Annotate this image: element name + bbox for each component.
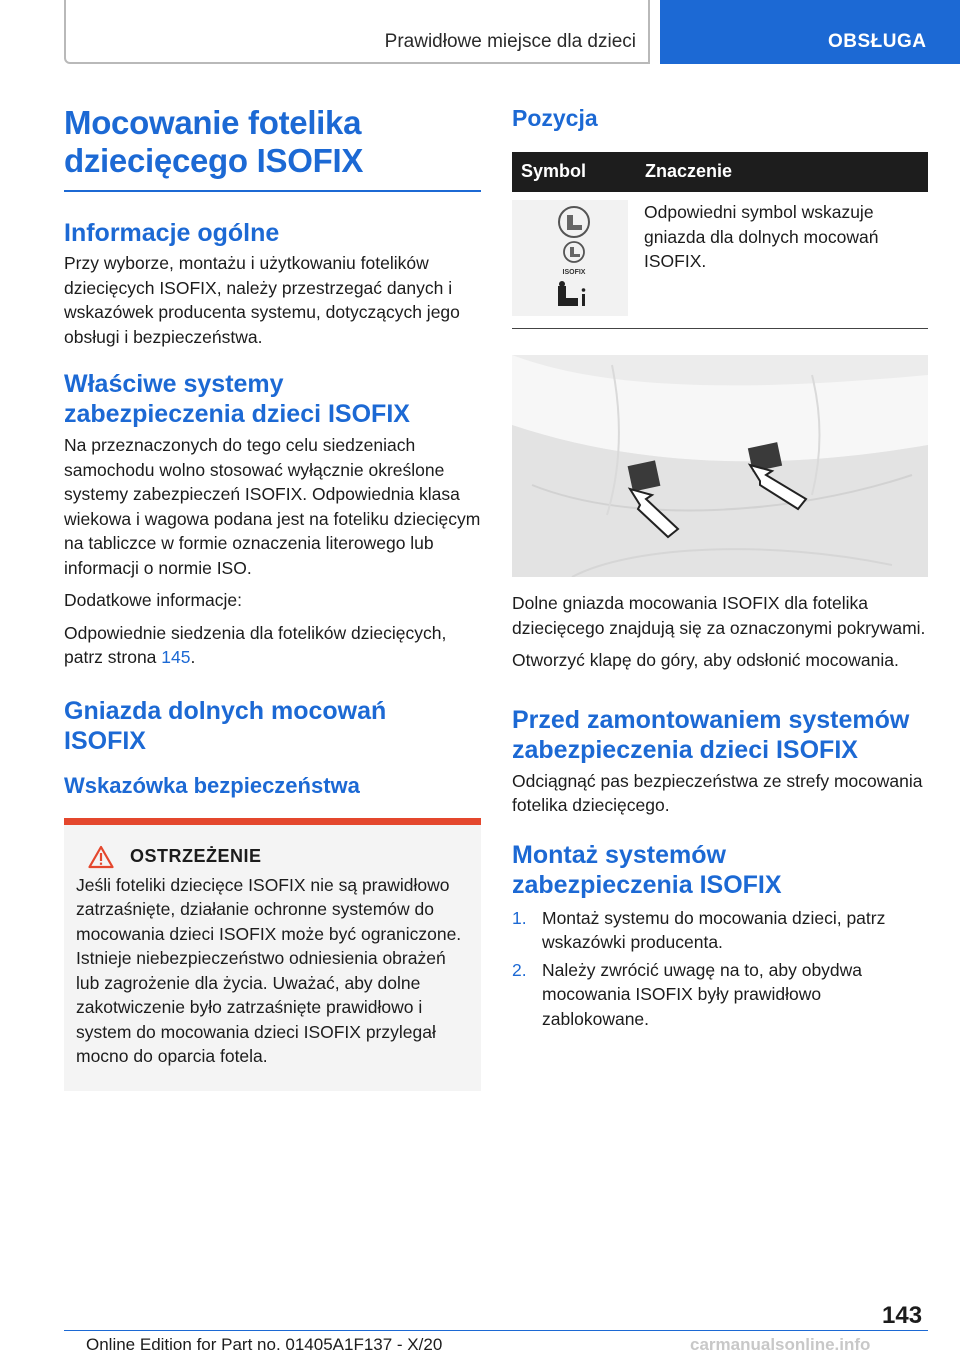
page-number: 143 [882,1302,923,1329]
seats-suffix: . [190,647,196,667]
step-text: Montaż systemu do mocowania dzieci, patrz wskazówki producenta. [542,907,886,952]
isofix-small-label: ISOFIX [562,269,586,276]
page-title: Mocowanie fotelika dziecięcego ISOFIX [64,104,364,179]
header-section-tab[interactable] [660,0,960,64]
paragraph-systems: Na przeznaczonych do tego celu siedzeniach samochodu wolno stosować wyłącznie określone systemy zabezpieczeń ISOFIX. Odpowiednia klasa wiekowa i wagowa podana jest na foteliku dziecięcym na tabliczce w formie oznaczenia literowego lub informacji o normie ISO. [64,435,481,578]
heading-mount: Montaż systemów zabezpieczenia ISOFIX [512,840,782,899]
col-symbol: Symbol [521,161,587,181]
header-chapter-box [64,0,650,64]
step-number: 2. [512,959,527,980]
seats-text: Odpowiednie siedzenia dla fotelików dziecięcych, patrz strona [64,622,447,667]
footer-edition: Online Edition for Part no. 01405A1F137 - X/20 [86,1335,443,1354]
section-label: OBSŁUGA [828,31,927,52]
paragraph-additional: Dodatkowe informacje: [64,590,242,610]
footer-watermark: carmanualsonline.info [690,1335,871,1354]
isofix-symbol-box [512,200,628,316]
paragraph-seats [64,621,481,670]
chapter-title: Prawidłowe miejsce dla dzieci [384,31,636,52]
step-number: 1. [512,907,527,928]
isofix-anchor-photo [512,355,928,577]
step-text: Należy zwrócić uwagę na to, aby obydwa mocowania ISOFIX były prawidłowo zablokowane. [542,959,863,1029]
heading-position: Pozycja [512,105,598,131]
seat-photo-illustration [512,355,928,577]
paragraph-open: Otworzyć klapę do góry, aby odsłonić mocowania. [512,650,899,670]
col-meaning: Znaczenie [645,161,733,181]
row-meaning: Odpowiedni symbol wskazuje gniazda dla dolnych mocowań ISOFIX. [644,202,879,271]
left-column [64,104,481,1091]
paragraph-caption: Dolne gniazda mocowania ISOFIX dla fotelika dziecięcego znajdują się za oznaczonymi pokrywami. [512,593,926,638]
list-item [512,958,928,1032]
warning-box [64,818,481,1091]
warning-text: Jeśli foteliki dziecięce ISOFIX nie są prawidłowo zatrzaśnięte, działanie ochronne systemów do mocowania dzieci ISOFIX może być ograniczone. Istnieje niebezpieczeństwo odniesienia obrażeń lub zagrożenie dla życia. Uważać, aby dolne zakotwiczenie było zatrzaśnięte prawidłowo i system do mocowania dzieci ISOFIX przylegał mocno do oparcia fotela. [76,874,462,1066]
warning-title: OSTRZEŻENIE [130,846,262,866]
table-header [512,152,928,192]
heading-lower-anchors: Gniazda dolnych mocowań ISOFIX [64,696,387,755]
list-item [512,906,928,955]
heading-general: Informacje ogólne [64,219,280,247]
isofix-symbols-icon [512,200,628,316]
heading-before-mount: Przed zamontowaniem systemów zabezpieczenia dzieci ISOFIX [512,705,910,764]
heading-systems: Właściwe systemy zabezpieczenia dzieci ISOFIX [64,370,410,428]
heading-safety: Wskazówka bezpieczeństwa [64,772,360,798]
table-row [512,192,928,329]
warning-bar [64,818,481,825]
mount-steps-list [512,906,928,1032]
page-link-145[interactable]: 145 [161,647,191,667]
warning-triangle-icon [88,845,114,869]
right-column [512,104,928,1034]
paragraph-general: Przy wyborze, montażu i użytkowaniu fotelików dziecięcych ISOFIX, należy przestrzegać danych i wskazówek producenta systemu, dotyczących jego obsługi i bezpieczeństwa. [64,253,460,347]
footer-rule [64,1330,928,1331]
title-rule [64,190,481,192]
paragraph-before: Odciągnąć pas bezpieczeństwa ze strefy mocowania fotelika dziecięcego. [512,770,923,815]
